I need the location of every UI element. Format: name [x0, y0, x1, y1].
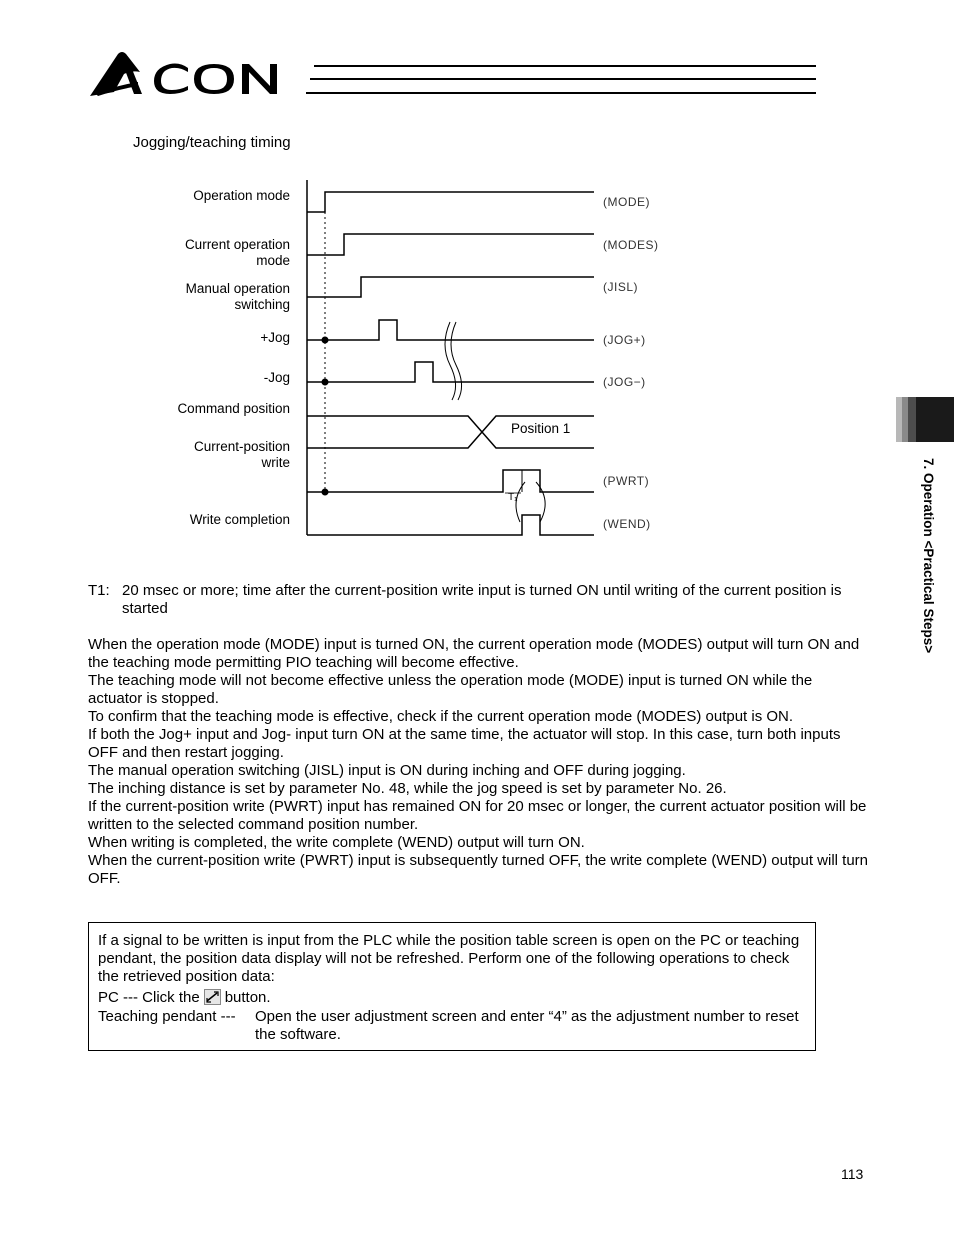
pc-suffix: button. — [224, 989, 271, 1006]
waveform-modes — [307, 234, 594, 255]
pc-prefix: PC --- Click the — [98, 989, 200, 1006]
signal-code-jog-minus: (JOG−) — [603, 375, 646, 389]
acon-logo — [88, 48, 818, 100]
signal-label-jog-minus: -Jog — [263, 370, 290, 385]
signal-code-jisl: (JISL) — [603, 280, 639, 294]
body-line: When the current-position write (PWRT) input is subsequently turned OFF, the write complete (WEND) output will turn OFF. — [88, 852, 869, 887]
signal-code-mode: (MODE) — [603, 195, 650, 209]
page-number: 113 — [841, 1166, 864, 1182]
refresh-button-icon — [204, 989, 221, 1005]
pc-instruction — [98, 989, 806, 1007]
body-line: When the operation mode (MODE) input is turned ON, the current operation mode (MODES) output will turn ON and the teaching mode permitting PIO teaching will become effective. — [88, 636, 860, 671]
note-intro: If a signal to be written is input from the PLC while the position table screen is open on the PC or teaching pendant, the position data display will not be refreshed. Perform one of the following operations to check the retrieved position data: — [98, 932, 800, 985]
body-line: When writing is completed, the write complete (WEND) output will turn ON. — [88, 834, 585, 851]
timing-diagram-waveforms — [120, 170, 680, 550]
signal-label-pwrt: Current-position write — [193, 439, 290, 470]
body-line: The teaching mode will not become effective unless the operation mode (MODE) input is turned ON while the actuator is stopped. — [88, 672, 813, 707]
signal-code-wend: (WEND) — [603, 517, 651, 531]
waveform-wend — [307, 515, 594, 535]
signal-code-jog-plus: (JOG+) — [603, 333, 646, 347]
timing-diagram — [120, 170, 680, 550]
t1-text: 20 msec or more; time after the current-position write input is turned ON until writing of the current position is started — [122, 582, 842, 617]
signal-code-modes: (MODES) — [603, 238, 659, 252]
body-line: If both the Jog+ input and Jog- input turn ON at the same time, the actuator will stop. In this case, turn both inputs OFF and then restart jogging. — [88, 726, 841, 761]
chapter-label-text: 7. Operation <Practical Steps> — [921, 458, 936, 654]
signal-label-mode: Operation mode — [193, 188, 290, 203]
t1-note — [88, 582, 868, 618]
tp-label: Teaching pendant --- — [98, 1008, 236, 1025]
waveform-mode — [307, 192, 594, 212]
waveform-jisl — [307, 277, 594, 297]
position-1-label: Position 1 — [511, 421, 571, 436]
signal-label-modes: Current operation mode — [184, 237, 290, 268]
body-text — [88, 636, 868, 888]
teaching-pendant-instruction — [98, 1008, 806, 1044]
waveform-pwrt — [307, 470, 594, 492]
signal-label-jog-plus: +Jog — [260, 330, 290, 345]
section-title: Jogging/teaching timing — [133, 134, 291, 151]
body-line: The inching distance is set by parameter No. 48, while the jog speed is set by parameter No. 26. — [88, 780, 727, 797]
t1-tag: T1: — [88, 582, 110, 599]
signal-label-wend: Write completion — [189, 512, 290, 527]
waveform-command-position — [307, 416, 482, 448]
body-line: To confirm that the teaching mode is effective, check if the current operation mode (MODES) output is ON. — [88, 708, 794, 725]
t1-label: T₁ — [508, 492, 518, 503]
signal-label-jisl: Manual operation switching — [185, 281, 290, 312]
chapter-label — [914, 458, 942, 688]
signal-code-pwrt: (PWRT) — [603, 474, 650, 488]
signal-label-command-position: Command position — [177, 401, 290, 416]
tp-text: Open the user adjustment screen and enter “4” as the adjustment number to reset the software. — [255, 1008, 799, 1043]
body-line: The manual operation switching (JISL) input is ON during inching and OFF during jogging. — [88, 762, 686, 779]
note-box — [88, 922, 816, 1051]
body-line: If the current-position write (PWRT) input has remained ON for 20 msec or longer, the current actuator position will be written to the selected command position number. — [88, 798, 867, 833]
chapter-tab — [896, 397, 954, 442]
